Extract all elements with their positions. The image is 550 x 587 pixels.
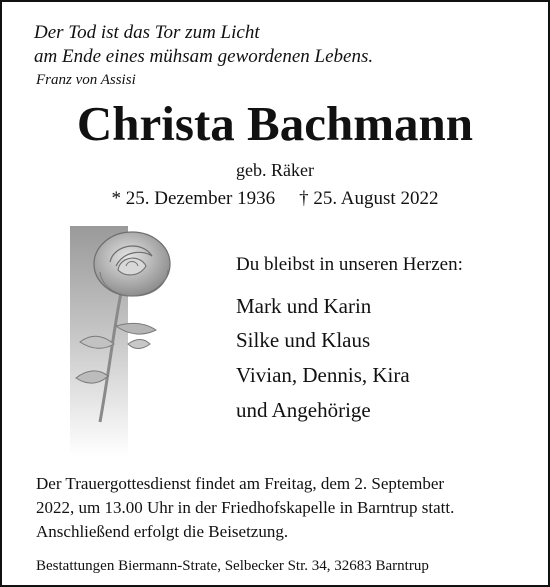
mourner-line: und Angehörige	[236, 398, 371, 422]
rose-icon	[70, 226, 190, 456]
quote-line-1: Der Tod ist das Tor zum Licht	[34, 22, 260, 43]
service-line: Anschließend erfolgt die Beisetzung.	[36, 522, 289, 541]
mourner-line: Mark und Karin	[236, 294, 372, 318]
quote-author: Franz von Assisi	[36, 72, 136, 88]
deceased-name: Christa Bachmann	[76, 96, 474, 151]
message: Du bleibst in unseren Herzen:	[236, 254, 463, 275]
mourner-line: Silke und Klaus	[236, 328, 371, 352]
mourner-line: Vivian, Dennis, Kira	[236, 363, 410, 387]
birth-date: * 25. Dezember 1936	[111, 188, 276, 209]
service-line: Der Trauergottesdienst findet am Freitag, dem 2. September	[36, 474, 445, 493]
quote-line-2: am Ende eines mühsam gewordenen Lebens.	[34, 46, 374, 67]
service-line: 2022, um 13.00 Uhr in der Friedhofskapelle in Barntrup statt.	[36, 498, 455, 517]
death-date: † 25. August 2022	[299, 188, 439, 209]
undertaker-address: Bestattungen Biermann-Strate, Selbecker Str. 34, 32683 Barntrup	[36, 558, 429, 574]
birth-name: geb. Räker	[236, 160, 314, 180]
life-dates	[2, 188, 548, 210]
